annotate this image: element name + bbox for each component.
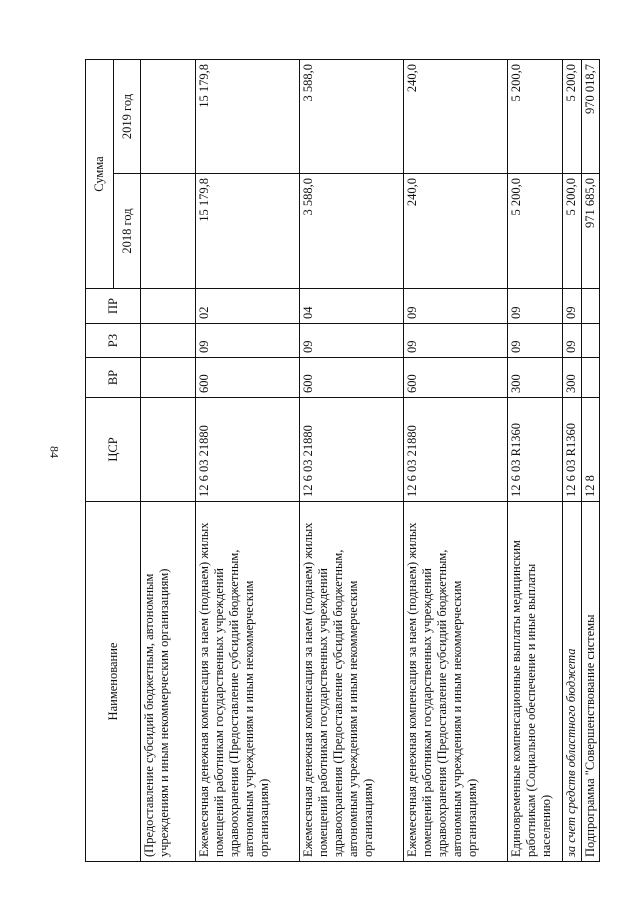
- table-row: [141, 60, 196, 862]
- row-pr: 09: [404, 289, 508, 324]
- row-sum-2018: 3 588,0: [300, 174, 404, 289]
- page-number: 84: [47, 446, 62, 458]
- row-rz: 09: [508, 324, 563, 358]
- row-pr: 09: [508, 289, 563, 324]
- row-name: (Предоставление субсидий бюджетным, автономным учреждениям и иным некоммерческим организациям): [141, 502, 196, 862]
- row-name: Ежемесячная денежная компенсация за наем (поднаем) жилых помещений работникам государственных учреждений здравоохранения (Предоставление субсидий бюджетным, автономным учреждениям и иным некоммерческим организациям): [196, 502, 300, 862]
- row-rz: 09: [563, 324, 582, 358]
- row-pr: [141, 289, 196, 324]
- row-rz: 09: [196, 324, 300, 358]
- row-vr: [582, 358, 600, 398]
- row-csr: 12 8: [582, 398, 600, 502]
- row-rz: [141, 324, 196, 358]
- header-rz: РЗ: [86, 324, 141, 358]
- row-vr: 300: [508, 358, 563, 398]
- row-csr: 12 6 03 21880: [404, 398, 508, 502]
- row-rz: 09: [300, 324, 404, 358]
- table-body: [141, 60, 600, 862]
- row-name: Подпрограмма "Совершенствование системы: [582, 502, 600, 862]
- row-sum-2019: [141, 60, 196, 174]
- table-row: [404, 60, 508, 862]
- row-sum-2018: 5 200,0: [563, 174, 582, 289]
- row-vr: 600: [300, 358, 404, 398]
- header-name: Наименование: [86, 502, 141, 862]
- table-row: [582, 60, 600, 862]
- row-sum-2019: 240,0: [404, 60, 508, 174]
- row-pr: 09: [563, 289, 582, 324]
- row-sum-2019: 5 200,0: [508, 60, 563, 174]
- table-row: [196, 60, 300, 862]
- budget-table-rotated: [85, 60, 597, 862]
- row-csr: 12 6 03 R1360: [563, 398, 582, 502]
- row-pr: [582, 289, 600, 324]
- header-2019: 2019 год: [114, 60, 141, 174]
- row-name: Ежемесячная денежная компенсация за наем (поднаем) жилых помещений работникам государственных учреждений здравоохранения (Предоставление субсидий бюджетным, автономным учреждениям и иным некоммерческим организациям): [404, 502, 508, 862]
- header-vr: ВР: [86, 358, 141, 398]
- row-name: Единовременные компенсационные выплаты медицинским работникам (Социальное обеспечение и иные выплаты населению): [508, 502, 563, 862]
- row-sum-2019: 15 179,8: [196, 60, 300, 174]
- table-header: [86, 60, 141, 862]
- row-vr: 600: [196, 358, 300, 398]
- row-name: за счет средств областного бюджета: [563, 502, 582, 862]
- table-row: [563, 60, 582, 862]
- header-csr: ЦСР: [86, 398, 141, 502]
- row-vr: [141, 358, 196, 398]
- row-sum-2018: 5 200,0: [508, 174, 563, 289]
- table-row: [300, 60, 404, 862]
- header-pr: ПР: [86, 289, 141, 324]
- row-sum-2019: 5 200,0: [563, 60, 582, 174]
- row-sum-2018: 15 179,8: [196, 174, 300, 289]
- row-rz: [582, 324, 600, 358]
- row-pr: 02: [196, 289, 300, 324]
- row-csr: 12 6 03 R1360: [508, 398, 563, 502]
- row-sum-2018: [141, 174, 196, 289]
- row-sum-2018: 240,0: [404, 174, 508, 289]
- row-sum-2018: 971 685,0: [582, 174, 600, 289]
- row-csr: [141, 398, 196, 502]
- row-csr: 12 6 03 21880: [300, 398, 404, 502]
- row-vr: 600: [404, 358, 508, 398]
- header-2018: 2018 год: [114, 174, 141, 289]
- row-sum-2019: 970 018,7: [582, 60, 600, 174]
- row-rz: 09: [404, 324, 508, 358]
- row-csr: 12 6 03 21880: [196, 398, 300, 502]
- header-sum: Сумма: [86, 60, 114, 289]
- table-row: [508, 60, 563, 862]
- row-pr: 04: [300, 289, 404, 324]
- row-vr: 300: [563, 358, 582, 398]
- row-sum-2019: 3 588,0: [300, 60, 404, 174]
- row-name: Ежемесячная денежная компенсация за наем (поднаем) жилых помещений работникам государственных учреждений здравоохранения (Предоставление субсидий бюджетным, автономным учреждениям и иным некоммерческим организациям): [300, 502, 404, 862]
- budget-table: [85, 59, 600, 862]
